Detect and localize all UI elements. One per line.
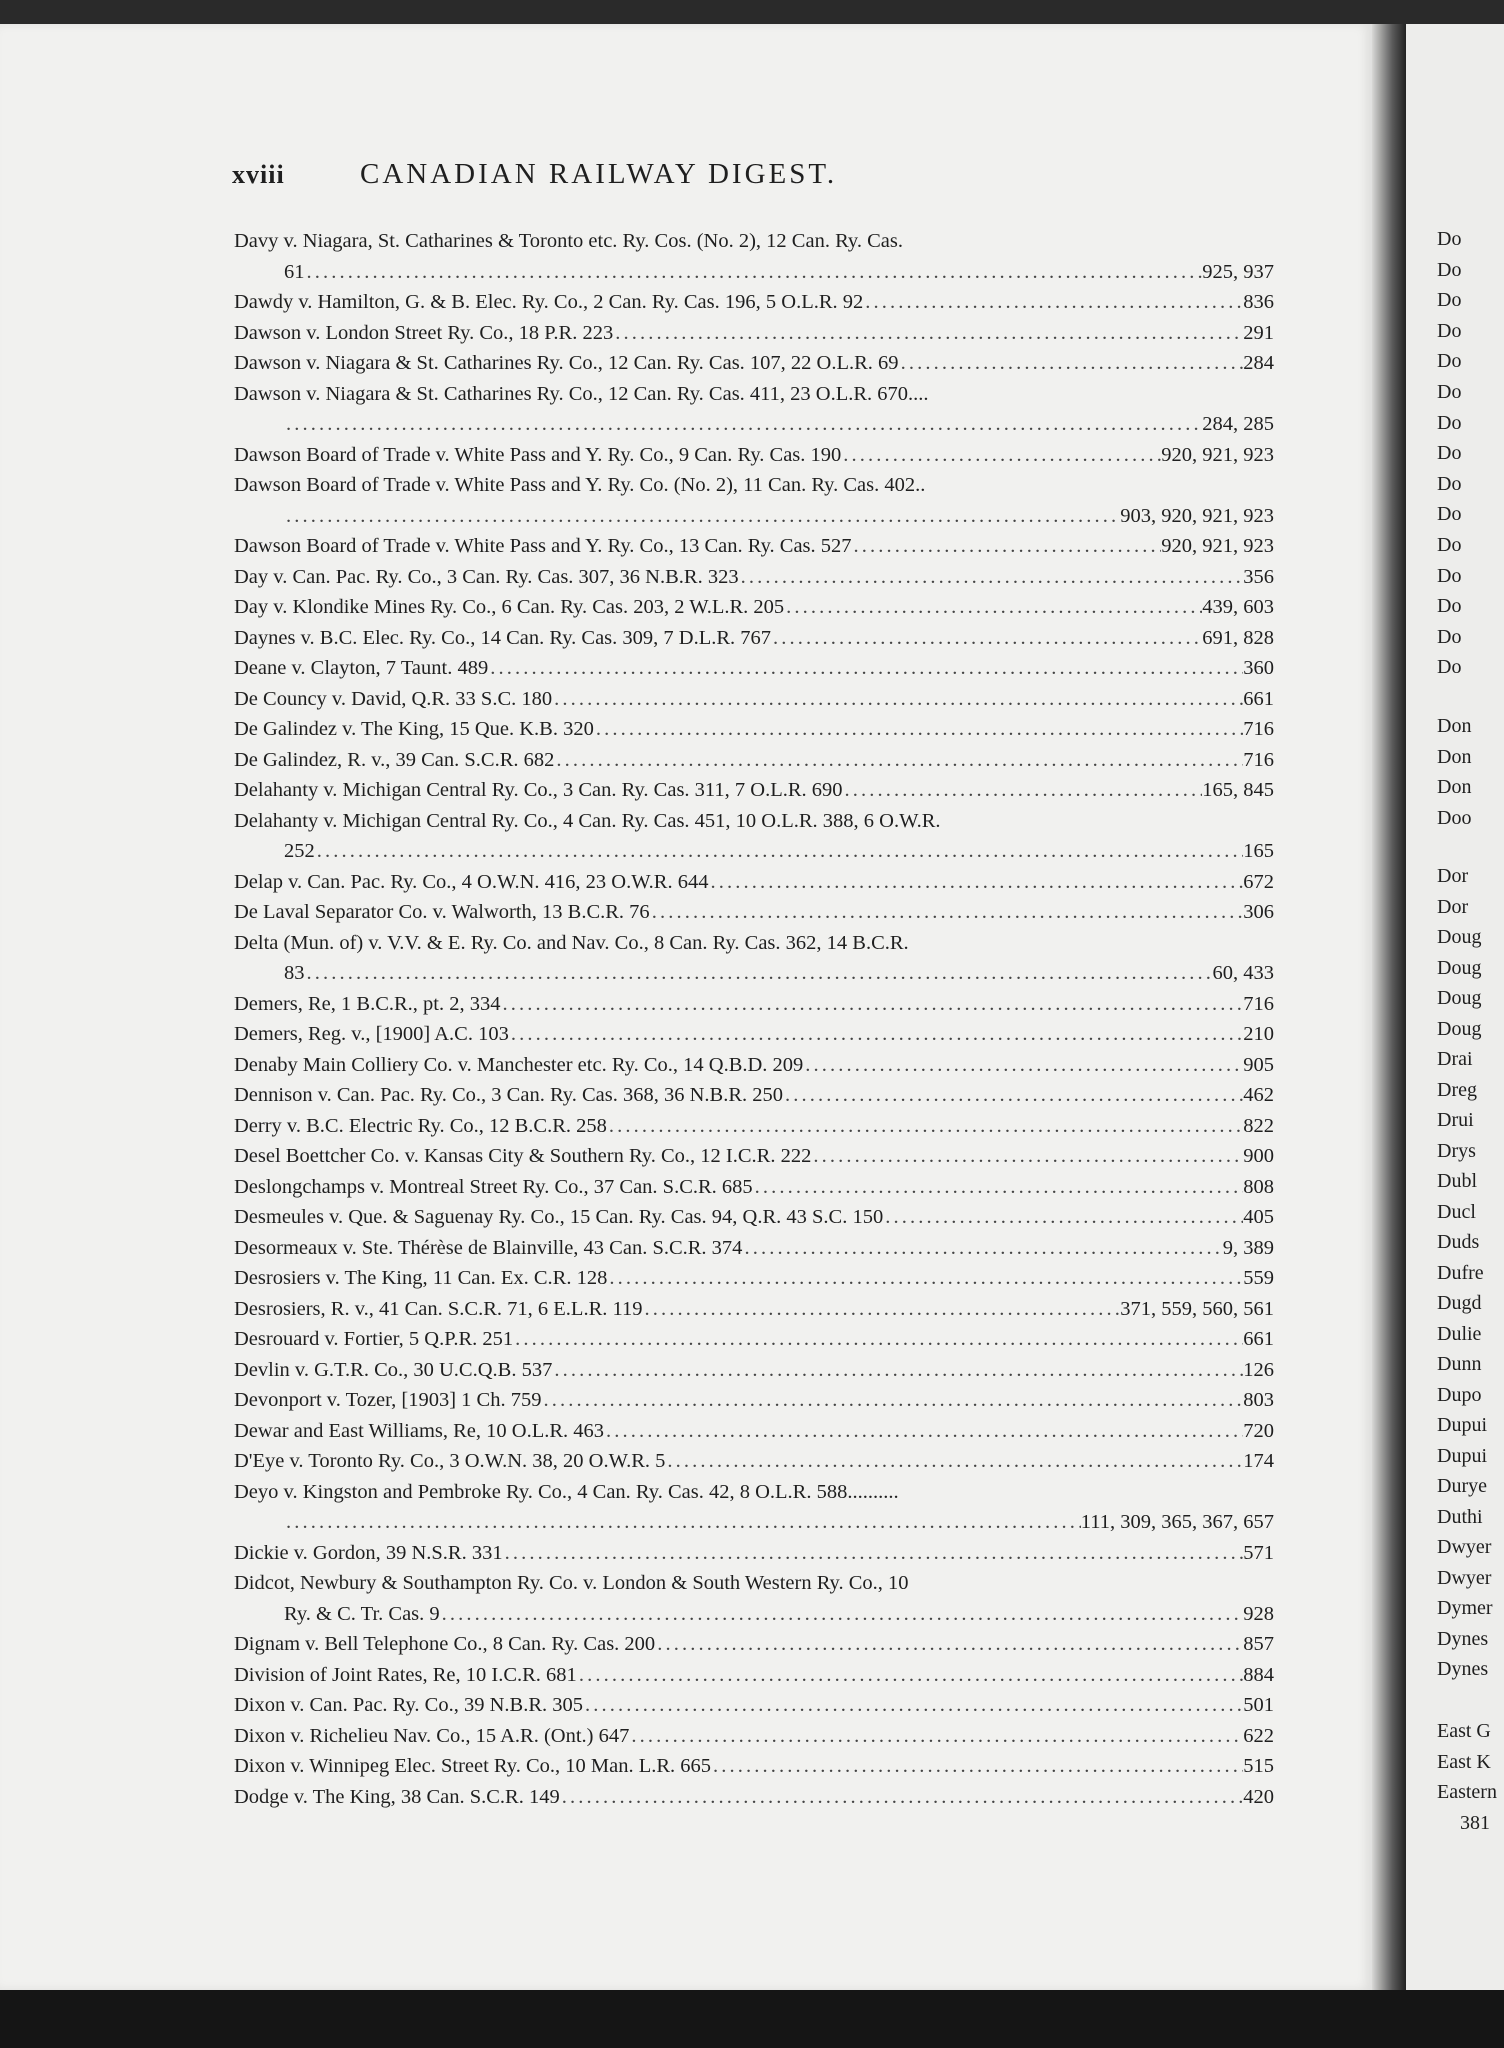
index-entry xyxy=(234,653,1274,684)
index-entry xyxy=(234,1202,1274,1233)
right-page-fragment: Doug xyxy=(1437,926,1482,948)
entry-citation: Davy v. Niagara, St. Catharines & Toronto etc. Ry. Cos. (No. 2), 12 Can. Ry. Cas. xyxy=(234,230,903,252)
index-entry xyxy=(234,1690,1274,1721)
dot-leader xyxy=(607,1111,1243,1142)
entry-pages: 165 xyxy=(1243,840,1274,862)
entry-citation: Delap v. Can. Pac. Ry. Co., 4 O.W.N. 416, 23 O.W.R. 644 xyxy=(234,870,709,893)
dot-leader xyxy=(284,409,1202,440)
entry-citation: Dickie v. Gordon, 39 N.S.R. 331 xyxy=(234,1541,503,1564)
entry-citation: Day v. Can. Pac. Ry. Co., 3 Can. Ry. Cas. 307, 36 N.B.R. 323 xyxy=(234,565,739,588)
right-page-fragment: Dymer xyxy=(1437,1597,1493,1619)
entry-citation: Devlin v. G.T.R. Co., 30 U.C.Q.B. 537 xyxy=(234,1358,553,1381)
right-page-fragment: Durye xyxy=(1437,1475,1487,1497)
entry-citation: Dawson Board of Trade v. White Pass and Y. Ry. Co., 13 Can. Ry. Cas. 527 xyxy=(234,535,852,557)
entry-citation: Dixon v. Can. Pac. Ry. Co., 39 N.B.R. 305 xyxy=(234,1694,584,1716)
dot-leader xyxy=(739,562,1244,593)
right-page-fragment: Do xyxy=(1437,656,1462,679)
dot-leader xyxy=(577,1660,1243,1691)
entry-citation: Didcot, Newbury & Southampton Ry. Co. v. London & South Western Ry. Co., 10 xyxy=(234,1572,909,1594)
dot-leader xyxy=(899,348,1244,379)
index-entry xyxy=(234,928,1274,959)
entry-citation: Division of Joint Rates, Re, 10 I.C.R. 681 xyxy=(234,1663,577,1686)
entry-citation: De Galindez v. The King, 15 Que. K.B. 320 xyxy=(234,718,594,740)
entry-pages: 559 xyxy=(1243,1267,1274,1289)
right-page-fragment: Do xyxy=(1437,442,1462,465)
entry-pages: 836 xyxy=(1243,291,1274,313)
right-page-fragment: Duds xyxy=(1437,1231,1480,1253)
entry-pages: 672 xyxy=(1243,870,1274,893)
index-entry xyxy=(234,1050,1274,1081)
entry-pages: 174 xyxy=(1243,1450,1274,1472)
entry-citation: 83 xyxy=(284,962,305,984)
right-page-fragment: Doo xyxy=(1437,806,1472,829)
right-page-fragment: Do xyxy=(1437,350,1462,373)
entry-pages: 9, 389 xyxy=(1222,1236,1274,1259)
index-entry xyxy=(234,1416,1274,1447)
dot-leader xyxy=(583,1690,1243,1721)
right-page-fragment: Dynes xyxy=(1437,1627,1489,1650)
dot-leader xyxy=(803,1050,1243,1081)
dot-leader xyxy=(305,958,1213,989)
dot-leader xyxy=(655,1629,1243,1660)
dot-leader xyxy=(708,867,1243,898)
index-entry xyxy=(234,1782,1274,1813)
index-entry xyxy=(234,775,1274,806)
right-page-fragment: Do xyxy=(1437,319,1462,342)
index-entry xyxy=(234,684,1274,715)
index-entry xyxy=(234,440,1274,471)
dot-leader xyxy=(771,623,1202,654)
entry-pages: 284, 285 xyxy=(1202,413,1274,435)
dot-leader xyxy=(513,1324,1243,1355)
entry-pages: 306 xyxy=(1243,901,1274,923)
dot-leader xyxy=(501,989,1244,1020)
index-entry xyxy=(234,1172,1274,1203)
index-entry xyxy=(234,1568,1274,1599)
index-entry xyxy=(234,1477,1274,1508)
entry-pages: 903, 920, 921, 923 xyxy=(1120,504,1274,527)
entry-pages: 920, 921, 923 xyxy=(1161,443,1274,466)
right-page-fragment: Dupui xyxy=(1437,1414,1487,1436)
dot-leader xyxy=(629,1721,1243,1752)
index-entry xyxy=(234,897,1274,928)
entry-pages: 928 xyxy=(1243,1602,1274,1625)
index-entry-continuation xyxy=(234,836,1274,867)
index-entry xyxy=(234,226,1274,257)
entry-pages: 925, 937 xyxy=(1202,260,1274,283)
entry-pages: 126 xyxy=(1243,1358,1274,1381)
right-page-fragment: Dupui xyxy=(1437,1444,1487,1467)
right-page-fragment: Drys xyxy=(1437,1139,1476,1162)
dot-leader xyxy=(284,501,1120,532)
index-entry xyxy=(234,806,1274,837)
entry-pages: 857 xyxy=(1243,1633,1274,1655)
entry-citation: Dawson v. Niagara & St. Catharines Ry. Co., 12 Can. Ry. Cas. 411, 23 O.L.R. 670.... xyxy=(234,382,929,405)
dot-leader xyxy=(642,1294,1120,1325)
scan-top-border xyxy=(0,0,1504,24)
entry-citation: Demers, Re, 1 B.C.R., pt. 2, 334 xyxy=(234,992,501,1015)
entry-citation: Ry. & C. Tr. Cas. 9 xyxy=(284,1602,440,1625)
index-entry xyxy=(234,562,1274,593)
right-page-fragment: Do xyxy=(1437,564,1462,587)
page-number: xviii xyxy=(232,160,285,189)
index-entry xyxy=(234,1019,1274,1050)
entry-citation: Dixon v. Richelieu Nav. Co., 15 A.R. (Ont.) 647 xyxy=(234,1724,630,1747)
entry-pages: 515 xyxy=(1243,1755,1274,1777)
index-entry xyxy=(234,989,1274,1020)
index-entry xyxy=(234,1446,1274,1477)
right-page-fragment: Dupo xyxy=(1437,1383,1482,1406)
dot-leader xyxy=(541,1385,1243,1416)
index-entry xyxy=(234,1294,1274,1325)
right-page-fragment: Do xyxy=(1437,411,1462,434)
dot-leader xyxy=(488,653,1243,684)
index-entry xyxy=(234,1111,1274,1142)
right-page-fragment: Dugd xyxy=(1437,1292,1482,1314)
right-page-fragment: Do xyxy=(1437,381,1462,403)
entry-pages: 900 xyxy=(1243,1145,1274,1167)
entry-citation: Derry v. B.C. Electric Ry. Co., 12 B.C.R. 258 xyxy=(234,1114,607,1137)
entry-pages: 356 xyxy=(1243,565,1274,588)
dot-leader xyxy=(742,1233,1222,1264)
index-entry xyxy=(234,1385,1274,1416)
dot-leader xyxy=(784,592,1202,623)
scan-bottom-border xyxy=(0,1990,1504,2048)
entry-citation: 252 xyxy=(284,840,315,862)
index-entry xyxy=(234,623,1274,654)
running-head: CANADIAN RAILWAY DIGEST. xyxy=(360,158,838,190)
right-page-fragment: Don xyxy=(1437,776,1472,799)
entry-pages: 462 xyxy=(1243,1084,1274,1106)
right-page-fragment: Do xyxy=(1437,258,1462,281)
entry-pages: 405 xyxy=(1243,1206,1274,1228)
index-entry xyxy=(234,1538,1274,1569)
index-entry xyxy=(234,531,1274,562)
entry-citation: Deslongchamps v. Montreal Street Ry. Co., 37 Can. S.C.R. 685 xyxy=(234,1175,753,1198)
dot-leader xyxy=(315,836,1244,867)
entry-pages: 716 xyxy=(1243,718,1274,740)
entry-citation: Dodge v. The King, 38 Can. S.C.R. 149 xyxy=(234,1785,560,1808)
entry-pages: 60, 433 xyxy=(1212,962,1274,984)
right-page-fragment: Do xyxy=(1437,503,1462,526)
right-page-fragment: Do xyxy=(1437,625,1462,648)
right-page-fragment: Don xyxy=(1437,745,1472,768)
entry-citation: Daynes v. B.C. Elec. Ry. Co., 14 Can. Ry. Cas. 309, 7 D.L.R. 767 xyxy=(234,626,772,649)
entry-citation: Dawson Board of Trade v. White Pass and Y. Ry. Co., 9 Can. Ry. Cas. 190 xyxy=(234,443,842,466)
right-page-fragment: Dulie xyxy=(1437,1322,1482,1345)
dot-leader xyxy=(509,1019,1243,1050)
entry-pages: 165, 845 xyxy=(1202,779,1274,801)
index-entry xyxy=(234,1355,1274,1386)
entry-citation: Desormeaux v. Ste. Thérèse de Blainville, 43 Can. S.C.R. 374 xyxy=(234,1236,743,1259)
entry-pages: 691, 828 xyxy=(1202,626,1274,649)
entry-citation: De Galindez, R. v., 39 Can. S.C.R. 682 xyxy=(234,748,555,771)
right-page-fragment: Ducl xyxy=(1437,1200,1476,1223)
dot-leader xyxy=(843,775,1203,806)
right-page-fragment: Dynes xyxy=(1437,1658,1489,1680)
dot-leader xyxy=(783,1080,1243,1111)
entry-citation: Desrosiers, R. v., 41 Can. S.C.R. 71, 6 E.L.R. 119 xyxy=(234,1297,643,1320)
index-entry xyxy=(234,1751,1274,1782)
index-entry xyxy=(234,1141,1274,1172)
entry-pages: 720 xyxy=(1243,1419,1274,1442)
right-page-fragment: East K xyxy=(1437,1750,1491,1773)
index-entries xyxy=(234,226,1274,1812)
index-entry xyxy=(234,1721,1274,1752)
right-page-fragment: Doug xyxy=(1437,987,1482,1009)
dot-leader xyxy=(503,1538,1244,1569)
right-page-fragment: Drui xyxy=(1437,1109,1474,1131)
index-entry xyxy=(234,1629,1274,1660)
dot-leader xyxy=(594,714,1243,745)
index-entry xyxy=(234,1660,1274,1691)
entry-pages: 808 xyxy=(1243,1175,1274,1198)
dot-leader xyxy=(305,257,1203,288)
entry-citation: D'Eye v. Toronto Ry. Co., 3 O.W.N. 38, 20 O.W.R. 5 xyxy=(234,1450,666,1472)
entry-citation: Desrouard v. Fortier, 5 Q.P.R. 251 xyxy=(234,1328,514,1350)
right-page-fragment: Dunn xyxy=(1437,1353,1482,1375)
index-entry xyxy=(234,867,1274,898)
right-page-fragment: Don xyxy=(1437,715,1472,737)
entry-pages: 291 xyxy=(1243,321,1274,344)
dot-leader xyxy=(883,1202,1243,1233)
dot-leader xyxy=(613,318,1243,349)
dot-leader xyxy=(811,1141,1243,1172)
right-page-fragment: Do xyxy=(1437,534,1462,556)
index-entry-continuation xyxy=(234,501,1274,532)
entry-pages: 905 xyxy=(1243,1053,1274,1076)
right-page-fragment: Dufre xyxy=(1437,1261,1484,1284)
entry-citation: Demers, Reg. v., [1900] A.C. 103 xyxy=(234,1023,509,1045)
index-entry xyxy=(234,714,1274,745)
entry-pages: 111, 309, 365, 367, 657 xyxy=(1080,1511,1274,1533)
dot-leader xyxy=(552,1355,1243,1386)
entry-citation: Desrosiers v. The King, 11 Can. Ex. C.R. 128 xyxy=(234,1267,608,1289)
right-page-fragment: Dreg xyxy=(1437,1078,1477,1101)
entry-pages: 716 xyxy=(1243,992,1274,1015)
dot-leader xyxy=(440,1599,1244,1630)
entry-citation: Dennison v. Can. Pac. Ry. Co., 3 Can. Ry. Cas. 368, 36 N.B.R. 250 xyxy=(234,1084,784,1106)
entry-pages: 884 xyxy=(1243,1663,1274,1686)
dot-leader xyxy=(552,684,1243,715)
dot-leader xyxy=(604,1416,1243,1447)
dot-leader xyxy=(753,1172,1244,1203)
right-page-fragment: Doug xyxy=(1437,1017,1482,1040)
right-page-fragment: Doug xyxy=(1437,956,1482,979)
entry-citation: De Laval Separator Co. v. Walworth, 13 B.C.R. 76 xyxy=(234,901,650,923)
index-entry xyxy=(234,1263,1274,1294)
entry-pages: 622 xyxy=(1243,1724,1274,1747)
entry-citation: Dawson v. London Street Ry. Co., 18 P.R. 223 xyxy=(234,321,614,344)
dot-leader xyxy=(841,440,1161,471)
entry-pages: 920, 921, 923 xyxy=(1161,535,1274,557)
right-page-fragment: Dor xyxy=(1437,895,1469,918)
right-page-fragment: Dwyer xyxy=(1437,1566,1492,1589)
entry-citation: Dewar and East Williams, Re, 10 O.L.R. 463 xyxy=(234,1419,605,1442)
entry-citation: Desmeules v. Que. & Saguenay Ry. Co., 15 Can. Ry. Cas. 94, Q.R. 43 S.C. 150 xyxy=(234,1206,884,1228)
right-page-fragment: Dubl xyxy=(1437,1170,1477,1192)
dot-leader xyxy=(852,531,1162,562)
page-gutter xyxy=(1372,24,1406,1990)
entry-citation: Deane v. Clayton, 7 Taunt. 489 xyxy=(234,657,489,679)
entry-pages: 501 xyxy=(1243,1694,1274,1716)
right-page-fragment: Dwyer xyxy=(1437,1536,1492,1558)
index-entry xyxy=(234,470,1274,501)
index-entry xyxy=(234,318,1274,349)
dot-leader xyxy=(711,1751,1243,1782)
index-entry-continuation xyxy=(234,1507,1274,1538)
right-page-fragment: Dor xyxy=(1437,865,1469,887)
entry-citation: Denaby Main Colliery Co. v. Manchester etc. Ry. Co., 14 Q.B.D. 209 xyxy=(234,1053,804,1076)
entry-citation: Dignam v. Bell Telephone Co., 8 Can. Ry. Cas. 200 xyxy=(234,1633,656,1655)
entry-pages: 661 xyxy=(1243,1328,1274,1350)
entry-citation: Deyo v. Kingston and Pembroke Ry. Co., 4 Can. Ry. Cas. 42, 8 O.L.R. 588.......... xyxy=(234,1480,899,1503)
index-entry-continuation xyxy=(234,1599,1274,1630)
right-page-fragment: 381 xyxy=(1460,1811,1490,1834)
index-entry xyxy=(234,745,1274,776)
right-page-fragment: East G xyxy=(1437,1720,1491,1742)
entry-pages: 716 xyxy=(1243,748,1274,771)
entry-citation: De Councy v. David, Q.R. 33 S.C. 180 xyxy=(234,687,553,710)
entry-citation: Delahanty v. Michigan Central Ry. Co., 3 Can. Ry. Cas. 311, 7 O.L.R. 690 xyxy=(234,779,843,801)
dot-leader xyxy=(284,1507,1081,1538)
dot-leader xyxy=(554,745,1243,776)
index-entry-continuation xyxy=(234,409,1274,440)
entry-citation: 61 xyxy=(284,260,305,283)
entry-pages: 210 xyxy=(1243,1023,1274,1045)
entry-pages: 420 xyxy=(1243,1785,1274,1808)
entry-citation: Delahanty v. Michigan Central Ry. Co., 4 Can. Ry. Cas. 451, 10 O.L.R. 388, 6 O.W.R. xyxy=(234,809,941,832)
index-entry xyxy=(234,1324,1274,1355)
entry-pages: 284 xyxy=(1243,352,1274,374)
index-entry xyxy=(234,348,1274,379)
entry-citation: Dawdy v. Hamilton, G. & B. Elec. Ry. Co., 2 Can. Ry. Cas. 196, 5 O.L.R. 92 xyxy=(234,291,864,313)
right-page-fragment: Do xyxy=(1437,595,1462,618)
entry-citation: Dixon v. Winnipeg Elec. Street Ry. Co., 10 Man. L.R. 665 xyxy=(234,1755,712,1777)
entry-pages: 571 xyxy=(1243,1541,1274,1564)
dot-leader xyxy=(560,1782,1244,1813)
index-entry xyxy=(234,1080,1274,1111)
index-entry xyxy=(234,592,1274,623)
entry-citation: Dawson v. Niagara & St. Catharines Ry. Co., 12 Can. Ry. Cas. 107, 22 O.L.R. 69 xyxy=(234,352,899,374)
entry-pages: 803 xyxy=(1243,1389,1274,1411)
right-page-fragment: Drai xyxy=(1437,1048,1473,1070)
right-page-fragment: Do xyxy=(1437,289,1462,312)
index-entry-continuation xyxy=(234,257,1274,288)
right-page-fragment: Do xyxy=(1437,228,1462,250)
entry-pages: 371, 559, 560, 561 xyxy=(1120,1297,1274,1320)
dot-leader xyxy=(607,1263,1243,1294)
entry-citation: Devonport v. Tozer, [1903] 1 Ch. 759 xyxy=(234,1389,542,1411)
index-entry-continuation xyxy=(234,958,1274,989)
dot-leader xyxy=(665,1446,1243,1477)
entry-pages: 822 xyxy=(1243,1114,1274,1137)
right-page-fragment: Do xyxy=(1437,472,1462,495)
index-entry xyxy=(234,379,1274,410)
entry-citation: Day v. Klondike Mines Ry. Co., 6 Can. Ry. Cas. 203, 2 W.L.R. 205 xyxy=(234,596,785,618)
index-entry xyxy=(234,287,1274,318)
entry-citation: Delta (Mun. of) v. V.V. & E. Ry. Co. and Nav. Co., 8 Can. Ry. Cas. 362, 14 B.C.R. xyxy=(234,931,909,954)
right-page-fragment: Eastern xyxy=(1437,1781,1497,1803)
entry-pages: 439, 603 xyxy=(1202,596,1274,618)
dot-leader xyxy=(650,897,1244,928)
entry-citation: Desel Boettcher Co. v. Kansas City & Southern Ry. Co., 12 I.C.R. 222 xyxy=(234,1145,812,1167)
right-page-fragment: Duthi xyxy=(1437,1505,1483,1528)
entry-citation: Dawson Board of Trade v. White Pass and Y. Ry. Co. (No. 2), 11 Can. Ry. Cas. 402.. xyxy=(234,474,926,496)
index-entry xyxy=(234,1233,1274,1264)
dot-leader xyxy=(863,287,1243,318)
entry-pages: 661 xyxy=(1243,687,1274,710)
entry-pages: 360 xyxy=(1243,657,1274,679)
